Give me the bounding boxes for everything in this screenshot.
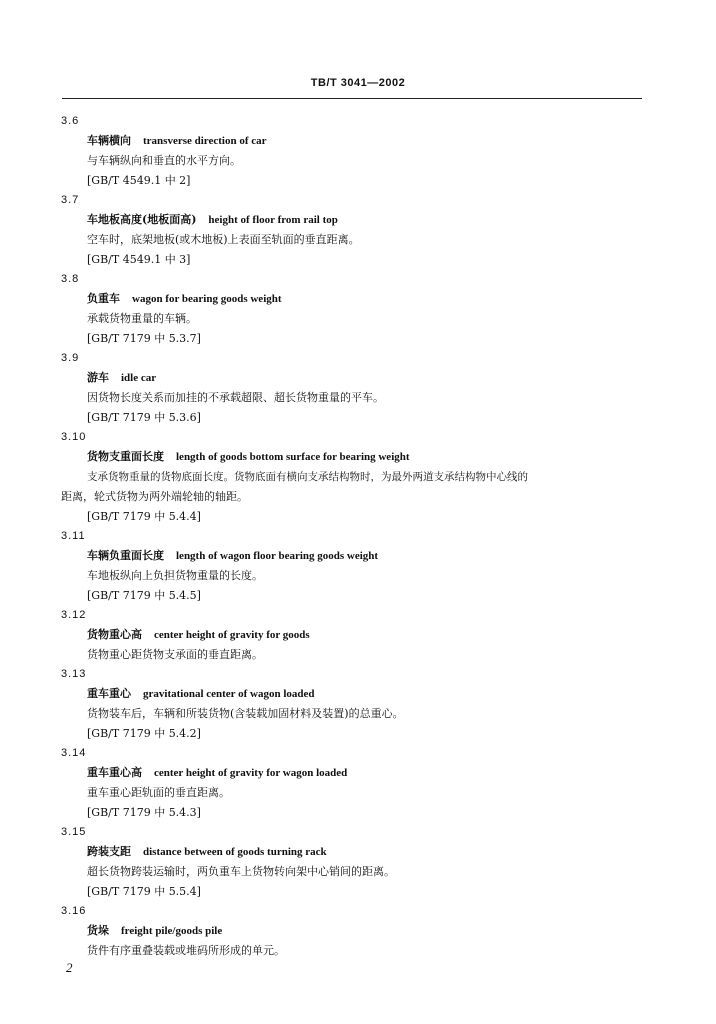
term-chinese: 重车重心高 <box>87 766 142 779</box>
term-english: gravitational center of wagon loaded <box>143 688 315 700</box>
term-reference: [GB/T 7179 中 5.4.2] <box>87 727 201 740</box>
entry-number: 3.10 <box>61 431 87 443</box>
term-english: transverse direction of car <box>143 135 267 147</box>
entry-number: 3.12 <box>61 609 87 621</box>
term-english: center height of gravity for goods <box>154 629 310 641</box>
term-chinese: 车地板高度(地板面高) <box>87 213 197 226</box>
term-reference: [GB/T 4549.1 中 2] <box>87 174 191 187</box>
term-reference: [GB/T 4549.1 中 3] <box>87 253 191 266</box>
entry-number: 3.6 <box>61 115 80 127</box>
term-line <box>87 684 647 704</box>
term-chinese: 车辆横向 <box>87 134 131 147</box>
entry-number: 3.11 <box>61 530 86 542</box>
term-line <box>87 210 647 230</box>
term-reference: [GB/T 7179 中 5.4.4] <box>87 510 201 523</box>
term-reference: [GB/T 7179 中 5.3.7] <box>87 332 201 345</box>
term-definition: 货件有序重叠装载或堆码所形成的单元。 <box>87 944 285 957</box>
entry-number: 3.9 <box>61 352 80 364</box>
term-english: wagon for bearing goods weight <box>132 293 282 305</box>
entry-number: 3.16 <box>61 905 87 917</box>
term-line <box>87 546 647 566</box>
term-chinese: 货物支重面长度 <box>87 450 164 463</box>
term-english: distance between of goods turning rack <box>143 846 327 858</box>
term-english: height of floor from rail top <box>208 214 338 226</box>
term-line <box>87 763 647 783</box>
page-number: 2 <box>66 960 73 975</box>
term-reference: [GB/T 7179 中 5.3.6] <box>87 411 201 424</box>
term-chinese: 货垛 <box>87 924 109 937</box>
term-definition: 货物重心距货物支承面的垂直距离。 <box>87 648 263 661</box>
term-line <box>87 368 647 388</box>
term-line <box>87 921 647 941</box>
term-definition: 空车时，底架地板(或木地板)上表面至轨面的垂直距离。 <box>87 233 360 246</box>
term-line <box>87 447 647 467</box>
term-english: length of goods bottom surface for bearing weight <box>176 451 410 463</box>
term-english: center height of gravity for wagon loaded <box>154 767 348 779</box>
term-definition: 承载货物重量的车辆。 <box>87 312 197 325</box>
term-line <box>87 625 647 645</box>
term-chinese: 车辆负重面长度 <box>87 549 164 562</box>
term-definition: 因货物长度关系而加挂的不承载超限、超长货物重量的平车。 <box>87 391 384 404</box>
term-english: freight pile/goods pile <box>121 925 223 937</box>
term-definition: 车地板纵向上负担货物重量的长度。 <box>87 569 263 582</box>
term-definition: 超长货物跨装运输时，两负重车上货物转向架中心销间的距离。 <box>87 865 395 878</box>
term-english: length of wagon floor bearing goods weight <box>176 550 379 562</box>
term-chinese: 负重车 <box>87 292 120 305</box>
term-chinese: 货物重心高 <box>87 628 142 641</box>
entry-number: 3.14 <box>61 747 87 759</box>
term-chinese: 重车重心 <box>87 687 131 700</box>
term-line <box>87 842 647 862</box>
term-chinese: 跨装支距 <box>87 845 131 858</box>
term-definition-continued: 距离，轮式货物为两外端轮轴的轴距。 <box>61 490 248 503</box>
term-reference: [GB/T 7179 中 5.5.4] <box>87 885 201 898</box>
header-rule <box>62 98 642 99</box>
term-definition: 支承货物重量的货物底面长度。货物底面有横向支承结构物时，为最外两道支承结构物中心线的 <box>87 471 528 483</box>
term-definition: 重车重心距轨面的垂直距离。 <box>87 786 230 799</box>
term-definition: 货物装车后，车辆和所装货物(含装载加固材料及装置)的总重心。 <box>87 707 404 720</box>
entry-number: 3.8 <box>61 273 80 285</box>
term-line <box>87 131 647 151</box>
entry-number: 3.13 <box>61 668 87 680</box>
term-definition: 与车辆纵向和垂直的水平方向。 <box>87 154 241 167</box>
term-reference: [GB/T 7179 中 5.4.5] <box>87 589 201 602</box>
term-english: idle car <box>121 372 157 384</box>
document-code-header: TB/T 3041—2002 <box>310 77 406 89</box>
term-reference: [GB/T 7179 中 5.4.3] <box>87 806 201 819</box>
entry-number: 3.15 <box>61 826 87 838</box>
term-line <box>87 289 647 309</box>
entry-number: 3.7 <box>61 194 80 206</box>
term-chinese: 游车 <box>87 371 109 384</box>
